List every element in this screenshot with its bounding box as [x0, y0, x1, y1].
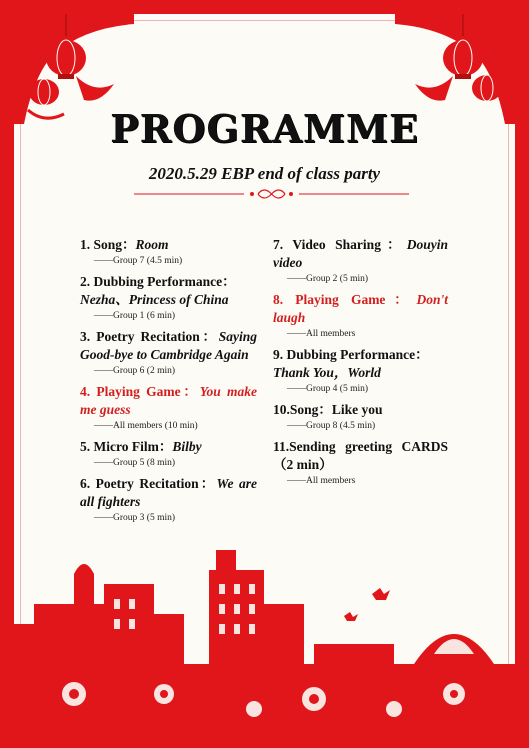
programme-item: 7. Video Sharing：Douyin video ——Group 2 (5 min)	[273, 236, 448, 287]
divider-ornament	[134, 186, 409, 202]
city-skyline-decoration	[14, 544, 515, 734]
programme-item: 3. Poetry Recitation：Saying Good-bye to Cambridge Again ——Group 6 (2 min)	[80, 328, 257, 379]
programme-item: 10.Song：Like you ——Group 8 (4.5 min)	[273, 401, 448, 434]
programme-item: 9. Dubbing Performance： Thank You，World ——Group 4 (5 min)	[273, 346, 448, 397]
item-meta: ——Group 2 (5 min)	[287, 274, 369, 284]
programme-item: 4. Playing Game：You make me guess ——All members (10 min)	[80, 383, 257, 434]
item-meta: ——Group 3 (5 min)	[94, 513, 176, 523]
programme-column-right	[273, 236, 448, 493]
item-meta: ——Group 5 (8 min)	[94, 458, 176, 468]
programme-item: 5. Micro Film：Bilby ——Group 5 (8 min)	[80, 438, 257, 471]
item-meta: ——Group 7 (4.5 min)	[94, 256, 183, 266]
item-meta: ——All members (10 min)	[94, 421, 198, 431]
programme-item: 8. Playing Game：Don't laugh ——All members	[273, 291, 448, 342]
item-meta: ——Group 8 (4.5 min)	[287, 421, 376, 431]
item-meta: ——All members	[287, 329, 356, 339]
item-meta: ——Group 4 (5 min)	[287, 384, 369, 394]
page-title: PROGRAMME	[110, 106, 419, 151]
programme-item: 11.Sending greeting CARDS（2 min） ——All members	[273, 438, 448, 489]
programme-item: 1. Song：Room ——Group 7 (4.5 min)	[80, 236, 257, 269]
item-meta: ——Group 1 (6 min)	[94, 311, 176, 321]
item-meta: ——All members	[287, 476, 356, 486]
item-meta: ——Group 6 (2 min)	[94, 366, 176, 376]
programme-item: 2. Dubbing Performance： Nezha、Princess of China ——Group 1 (6 min)	[80, 273, 257, 324]
programme-column-left	[80, 236, 257, 530]
page-subtitle: 2020.5.29 EBP end of class party	[148, 164, 381, 183]
programme-item: 6. Poetry Recitation：We are all fighters ——Group 3 (5 min)	[80, 475, 257, 526]
